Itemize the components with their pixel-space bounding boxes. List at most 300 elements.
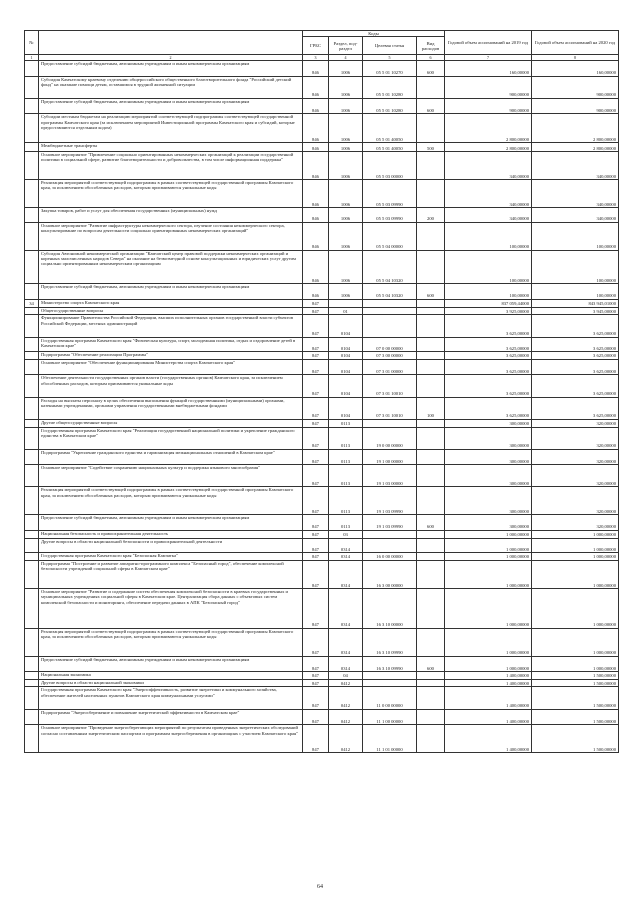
table-row <box>25 76 619 98</box>
row-target-article-cell <box>363 538 417 553</box>
row-amount-2019-cell: 1 000,00000 <box>445 560 532 588</box>
row-amount-2020-cell: 160,00000 <box>532 61 619 76</box>
row-description-cell: Межбюджетные трансферты <box>39 143 303 152</box>
row-number-cell <box>25 465 39 487</box>
budget-table-page <box>24 30 618 753</box>
row-expense-type-cell <box>417 725 445 753</box>
row-description-cell: Субсидия Камчатскому краевому отделению общероссийского общественного благотворительного фонда "Российский детский фонд" на оказание помощи детям, оставшимся в трудной жизненной ситуации <box>39 76 303 98</box>
row-amount-2020-cell: 1 000,00000 <box>532 588 619 628</box>
row-amount-2019-cell: 340,00000 <box>445 180 532 208</box>
table-row <box>25 679 619 687</box>
row-expense-type-cell: 600 <box>417 656 445 671</box>
row-amount-2020-cell: 320,00000 <box>532 449 619 464</box>
row-amount-2020-cell: 1 500,00000 <box>532 709 619 724</box>
index-cell: 4 <box>329 55 363 61</box>
row-description-cell: Министерство спорта Камчатского края <box>39 299 303 307</box>
col-codes-header: Коды <box>303 31 445 37</box>
col-name-header <box>39 31 303 55</box>
row-number-cell <box>25 588 39 628</box>
row-amount-2019-cell: 300,00000 <box>445 487 532 515</box>
row-amount-2019-cell: 300,00000 <box>445 427 532 449</box>
row-number-cell <box>25 515 39 530</box>
row-amount-2019-cell: 1 000,00000 <box>445 538 532 553</box>
row-section-cell: 0104 <box>329 352 363 360</box>
row-amount-2019-cell: 1 000,00000 <box>445 588 532 628</box>
row-grbs-cell: 847 <box>303 397 329 419</box>
row-number-cell: 34 <box>25 299 39 307</box>
row-section-cell: 0314 <box>329 538 363 553</box>
row-amount-2020-cell: 320,00000 <box>532 515 619 530</box>
table-row <box>25 419 619 427</box>
row-description-cell: Государственная программа Камчатского края "Физическая культура, спорт, молодежная политика, отдых и оздоровление детей в Камчатском крае" <box>39 337 303 352</box>
table-row <box>25 487 619 515</box>
index-cell: 8 <box>532 55 619 61</box>
table-row <box>25 98 619 113</box>
row-expense-type-cell <box>417 250 445 284</box>
table-row <box>25 180 619 208</box>
row-description-cell: Предоставление субсидий бюджетным, автономным учреждениям и иным некоммерческим организациям <box>39 98 303 113</box>
table-row <box>25 284 619 299</box>
row-amount-2019-cell: 3 625,00000 <box>445 375 532 397</box>
row-expense-type-cell: 100 <box>417 397 445 419</box>
table-row <box>25 671 619 679</box>
row-number-cell <box>25 709 39 724</box>
row-description-cell: Функционирование Правительства Российской Федерации, высших исполнительных органов государственной власти субъектов Российской Федерации, местных администраций <box>39 315 303 337</box>
table-row <box>25 515 619 530</box>
row-description-cell: Другие вопросы в области национальной экономики <box>39 679 303 687</box>
row-grbs-cell: 847 <box>303 307 329 315</box>
row-section-cell: 0412 <box>329 725 363 753</box>
row-target-article-cell: 05 5 03 09990 <box>363 208 417 223</box>
row-amount-2019-cell: 900,00000 <box>445 98 532 113</box>
row-number-cell <box>25 560 39 588</box>
row-number-cell <box>25 337 39 352</box>
row-section-cell: 04 <box>329 671 363 679</box>
row-expense-type-cell <box>417 449 445 464</box>
table-body <box>25 61 619 753</box>
table-row <box>25 687 619 709</box>
row-expense-type-cell <box>417 359 445 374</box>
row-amount-2020-cell: 1 500,00000 <box>532 687 619 709</box>
row-section-cell: 1006 <box>329 114 363 143</box>
row-section-cell: 0314 <box>329 553 363 561</box>
row-grbs-cell: 847 <box>303 352 329 360</box>
col-rzpr-header: Раздел, под-раздел <box>329 37 363 55</box>
row-section-cell: 1006 <box>329 222 363 250</box>
col-cs-header: Целевая статья <box>363 37 417 55</box>
row-description-cell: Национальная экономика <box>39 671 303 679</box>
row-section-cell: 0314 <box>329 656 363 671</box>
row-target-article-cell: 05 5 04 10320 <box>363 284 417 299</box>
row-amount-2020-cell: 1 000,00000 <box>532 560 619 588</box>
row-expense-type-cell <box>417 687 445 709</box>
row-description-cell: Обеспечение деятельности государственных органов власти (государственных органов) Камчатского края, за исключением обособленных расходов, которым присваиваются уникальные коды <box>39 375 303 397</box>
row-grbs-cell: 847 <box>303 515 329 530</box>
row-amount-2019-cell: 1 400,00000 <box>445 709 532 724</box>
row-amount-2019-cell: 1 400,00000 <box>445 671 532 679</box>
index-cell: 2 <box>39 55 303 61</box>
row-expense-type-cell <box>417 375 445 397</box>
row-section-cell: 0104 <box>329 359 363 374</box>
row-description-cell: Основное мероприятие "Проведение энергосберегающих мероприятий по результатам проведенных энергетических обследований согласно составленным энергетическим паспортам и программам энергосбережения в организациях с участием Камчатского края" <box>39 725 303 753</box>
row-amount-2019-cell: 1 400,00000 <box>445 679 532 687</box>
row-description-cell: Субсидия Автономной некоммерческой организации "Камчатский центр правовой поддержки некоммерческих организаций и коренных малочисленных народов Севера" на оказание на безвозмездной основе консультационных и юридических услуг другим социально ориентированным некоммерческим организациям <box>39 250 303 284</box>
row-amount-2020-cell: 3 625,00000 <box>532 352 619 360</box>
row-number-cell <box>25 359 39 374</box>
row-amount-2020-cell: 3 625,00000 <box>532 315 619 337</box>
row-description-cell: Основное мероприятие "Привлечение социально ориентированных некоммерческих организаций к реализации государственной политики в социальной сфере, развитие благотворительности и добровольчества, в том числе информационная поддержка" <box>39 152 303 180</box>
row-amount-2019-cell: 340,00000 <box>445 208 532 223</box>
row-amount-2020-cell: 1 000,00000 <box>532 656 619 671</box>
row-amount-2020-cell: 320,00000 <box>532 427 619 449</box>
table-row <box>25 656 619 671</box>
row-target-article-cell: 07 0 00 00000 <box>363 337 417 352</box>
row-expense-type-cell <box>417 76 445 98</box>
row-amount-2019-cell: 900,00000 <box>445 76 532 98</box>
row-expense-type-cell <box>417 671 445 679</box>
row-number-cell <box>25 180 39 208</box>
table-row <box>25 337 619 352</box>
row-grbs-cell: 847 <box>303 679 329 687</box>
table-row <box>25 315 619 337</box>
row-expense-type-cell <box>417 299 445 307</box>
row-description-cell: Реализация мероприятий соответствующей подпрограммы в рамках соответствующей государственной программы Камчатского края, за исключением обособленных расходов, которым присваиваются уникальные коды <box>39 180 303 208</box>
row-target-article-cell: 05 5 01 40050 <box>363 114 417 143</box>
row-grbs-cell: 847 <box>303 427 329 449</box>
row-number-cell <box>25 98 39 113</box>
row-amount-2019-cell: 100,00000 <box>445 250 532 284</box>
row-grbs-cell: 846 <box>303 76 329 98</box>
row-section-cell: 0412 <box>329 679 363 687</box>
index-cell: 5 <box>363 55 417 61</box>
table-row <box>25 427 619 449</box>
row-description-cell: Основное мероприятие "Развитие инфраструктуры некоммерческого сектора, изучение состояния некоммерческого сектора, консультирование по вопросам деятельности социально ориентированных некоммерческих организаций" <box>39 222 303 250</box>
row-number-cell <box>25 553 39 561</box>
row-description-cell: Основное мероприятие "Обеспечение функционирования Министерства спорта Камчатского края" <box>39 359 303 374</box>
row-section-cell: 1006 <box>329 61 363 76</box>
row-grbs-cell: 847 <box>303 687 329 709</box>
row-target-article-cell: 19 1 00 00000 <box>363 449 417 464</box>
row-amount-2019-cell: 300,00000 <box>445 515 532 530</box>
row-target-article-cell: 07 3 00 00000 <box>363 352 417 360</box>
row-number-cell <box>25 114 39 143</box>
row-target-article-cell: 16 3 00 00000 <box>363 560 417 588</box>
row-number-cell <box>25 679 39 687</box>
table-row <box>25 61 619 76</box>
row-grbs-cell: 847 <box>303 315 329 337</box>
row-section-cell: 1006 <box>329 208 363 223</box>
table-row <box>25 560 619 588</box>
row-grbs-cell: 846 <box>303 152 329 180</box>
row-expense-type-cell <box>417 553 445 561</box>
row-amount-2019-cell: 3 925,00000 <box>445 307 532 315</box>
row-amount-2019-cell: 300,00000 <box>445 465 532 487</box>
table-row <box>25 588 619 628</box>
row-expense-type-cell: 600 <box>417 61 445 76</box>
row-grbs-cell: 847 <box>303 359 329 374</box>
row-grbs-cell: 847 <box>303 337 329 352</box>
row-target-article-cell: 16 3 10 09990 <box>363 628 417 656</box>
row-amount-2019-cell: 3 625,00000 <box>445 315 532 337</box>
row-section-cell: 1006 <box>329 284 363 299</box>
col-2020-header: Годовой объем ассигнований на 2020 год <box>532 31 619 55</box>
row-amount-2019-cell: 1 000,00000 <box>445 656 532 671</box>
table-row <box>25 299 619 307</box>
row-target-article-cell: 11 1 01 00000 <box>363 725 417 753</box>
row-grbs-cell: 847 <box>303 628 329 656</box>
row-target-article-cell <box>363 419 417 427</box>
row-amount-2020-cell: 1 000,00000 <box>532 553 619 561</box>
row-section-cell: 0104 <box>329 397 363 419</box>
row-expense-type-cell: 200 <box>417 208 445 223</box>
row-grbs-cell: 847 <box>303 671 329 679</box>
index-cell: 1 <box>25 55 39 61</box>
row-number-cell <box>25 250 39 284</box>
row-amount-2019-cell: 3 625,00000 <box>445 359 532 374</box>
row-number-cell <box>25 487 39 515</box>
row-amount-2019-cell: 3 625,00000 <box>445 337 532 352</box>
row-number-cell <box>25 315 39 337</box>
row-amount-2019-cell: 2 800,00000 <box>445 143 532 152</box>
row-amount-2020-cell: 3 625,00000 <box>532 359 619 374</box>
row-expense-type-cell <box>417 530 445 538</box>
row-description-cell: Общегосударственные вопросы <box>39 307 303 315</box>
row-number-cell <box>25 671 39 679</box>
row-grbs-cell: 846 <box>303 114 329 143</box>
row-expense-type-cell: 600 <box>417 284 445 299</box>
row-expense-type-cell <box>417 152 445 180</box>
row-amount-2020-cell: 1 500,00000 <box>532 725 619 753</box>
row-section-cell: 0104 <box>329 337 363 352</box>
col-vr-header: Вид расходов <box>417 37 445 55</box>
table-row <box>25 250 619 284</box>
row-grbs-cell: 847 <box>303 465 329 487</box>
row-target-article-cell: 05 5 01 10280 <box>363 98 417 113</box>
row-amount-2019-cell: 1 000,00000 <box>445 628 532 656</box>
row-grbs-cell: 847 <box>303 709 329 724</box>
row-grbs-cell: 847 <box>303 553 329 561</box>
row-description-cell: Государственная программа Камчатского края "Безопасная Камчатка" <box>39 553 303 561</box>
row-amount-2019-cell: 1 000,00000 <box>445 553 532 561</box>
row-amount-2020-cell: 100,00000 <box>532 250 619 284</box>
row-description-cell: Предоставление субсидий бюджетным, автономным учреждениям и иным некоммерческим организациям <box>39 515 303 530</box>
row-target-article-cell: 05 5 01 10280 <box>363 76 417 98</box>
row-section-cell: 0113 <box>329 427 363 449</box>
row-expense-type-cell <box>417 180 445 208</box>
table-row <box>25 143 619 152</box>
row-target-article-cell: 11 1 00 00000 <box>363 709 417 724</box>
row-expense-type-cell <box>417 465 445 487</box>
row-number-cell <box>25 449 39 464</box>
row-number-cell <box>25 143 39 152</box>
row-number-cell <box>25 61 39 76</box>
row-amount-2020-cell: 900,00000 <box>532 76 619 98</box>
row-target-article-cell: 19 1 03 09990 <box>363 515 417 530</box>
row-grbs-cell: 846 <box>303 98 329 113</box>
row-grbs-cell: 847 <box>303 588 329 628</box>
row-expense-type-cell <box>417 337 445 352</box>
row-amount-2020-cell: 1 000,00000 <box>532 628 619 656</box>
budget-table <box>24 30 619 753</box>
row-target-article-cell: 19 1 03 09990 <box>363 487 417 515</box>
row-number-cell <box>25 530 39 538</box>
table-row <box>25 114 619 143</box>
table-row <box>25 397 619 419</box>
row-amount-2020-cell: 320,00000 <box>532 419 619 427</box>
row-grbs-cell: 846 <box>303 250 329 284</box>
row-grbs-cell: 846 <box>303 222 329 250</box>
row-expense-type-cell <box>417 307 445 315</box>
row-section-cell: 0412 <box>329 709 363 724</box>
row-grbs-cell: 847 <box>303 299 329 307</box>
row-amount-2019-cell: 1 400,00000 <box>445 725 532 753</box>
row-section-cell: 1006 <box>329 143 363 152</box>
table-row <box>25 725 619 753</box>
row-target-article-cell: 19 0 00 00000 <box>363 427 417 449</box>
row-description-cell: Национальная безопасность и правоохранительная деятельность <box>39 530 303 538</box>
row-grbs-cell: 847 <box>303 449 329 464</box>
row-target-article-cell: 05 5 01 10270 <box>363 61 417 76</box>
table-row <box>25 352 619 360</box>
row-target-article-cell <box>363 671 417 679</box>
row-grbs-cell: 847 <box>303 530 329 538</box>
row-amount-2019-cell: 300,00000 <box>445 419 532 427</box>
row-amount-2020-cell: 1 500,00000 <box>532 679 619 687</box>
row-number-cell <box>25 222 39 250</box>
col-grbs-header: ГРБС <box>303 37 329 55</box>
row-target-article-cell <box>363 315 417 337</box>
row-description-cell: Реализация мероприятий соответствующей подпрограммы в рамках соответствующей государственной программы Камчатского края, за исключением обособленных расходов, которым присваиваются уникальные коды <box>39 487 303 515</box>
row-amount-2020-cell: 320,00000 <box>532 487 619 515</box>
row-description-cell: Основное мероприятие "Развитие и содержание систем обеспечения комплексной безопасности в краевых государственных и муниципальных учреждениях социальной сферы в Камчатском крае. Централизация сбора данных с объектовых систем комплексной безопасности и мониторинга, обеспечение передачи данных в АПК "Безопасный город" <box>39 588 303 628</box>
table-row <box>25 359 619 374</box>
row-amount-2020-cell: 1 500,00000 <box>532 671 619 679</box>
row-amount-2020-cell: 100,00000 <box>532 284 619 299</box>
table-row <box>25 709 619 724</box>
row-target-article-cell <box>363 679 417 687</box>
row-amount-2019-cell: 160,00000 <box>445 61 532 76</box>
row-section-cell: 0113 <box>329 419 363 427</box>
row-description-cell: Предоставление субсидий бюджетным, автономным учреждениям и иным некоммерческим организациям <box>39 284 303 299</box>
row-expense-type-cell <box>417 352 445 360</box>
row-amount-2019-cell: 100,00000 <box>445 222 532 250</box>
row-section-cell: 0113 <box>329 487 363 515</box>
row-expense-type-cell <box>417 679 445 687</box>
row-target-article-cell: 16 0 00 00000 <box>363 553 417 561</box>
row-section-cell <box>329 299 363 307</box>
row-amount-2019-cell: 2 800,00000 <box>445 114 532 143</box>
row-description-cell: Другие вопросы в области национальной безопасности и правоохранительной деятельности <box>39 538 303 553</box>
row-target-article-cell: 16 3 10 00000 <box>363 588 417 628</box>
col-no-header: № <box>25 31 39 55</box>
row-description-cell: Государственная программа Камчатского края "Энергоэффективность, развитие энергетики и коммунального хозяйства, обеспечение жителей населенных пунктов Камчатского края коммунальными услугами" <box>39 687 303 709</box>
row-amount-2020-cell: 843 945,01000 <box>532 299 619 307</box>
row-target-article-cell: 05 5 04 00000 <box>363 222 417 250</box>
row-amount-2020-cell: 3 625,00000 <box>532 375 619 397</box>
row-grbs-cell: 847 <box>303 725 329 753</box>
row-section-cell: 0314 <box>329 560 363 588</box>
row-section-cell: 0104 <box>329 315 363 337</box>
row-grbs-cell: 846 <box>303 143 329 152</box>
row-number-cell <box>25 427 39 449</box>
row-section-cell: 0412 <box>329 687 363 709</box>
row-number-cell <box>25 538 39 553</box>
row-number-cell <box>25 419 39 427</box>
row-amount-2020-cell: 1 000,00000 <box>532 530 619 538</box>
row-expense-type-cell: 500 <box>417 143 445 152</box>
row-expense-type-cell <box>417 628 445 656</box>
row-amount-2019-cell: 100,00000 <box>445 284 532 299</box>
row-target-article-cell: 05 5 03 00000 <box>363 152 417 180</box>
row-grbs-cell: 847 <box>303 487 329 515</box>
row-target-article-cell: 11 0 00 00000 <box>363 687 417 709</box>
row-grbs-cell: 846 <box>303 61 329 76</box>
row-description-cell: Другие общегосударственные вопросы <box>39 419 303 427</box>
row-target-article-cell: 16 3 10 09990 <box>363 656 417 671</box>
row-section-cell: 0113 <box>329 515 363 530</box>
row-amount-2020-cell: 2 800,00000 <box>532 114 619 143</box>
row-target-article-cell <box>363 307 417 315</box>
row-description-cell: Государственная программа Камчатского края "Реализация государственной национальной политики и укрепление гражданского единства в Камчатском крае" <box>39 427 303 449</box>
row-expense-type-cell: 600 <box>417 98 445 113</box>
row-number-cell <box>25 152 39 180</box>
row-amount-2019-cell: 3 625,00000 <box>445 352 532 360</box>
row-target-article-cell: 05 5 04 10320 <box>363 250 417 284</box>
row-expense-type-cell <box>417 588 445 628</box>
row-description-cell: Подпрограмма "Энергосбережение и повышение энергетической эффективности в Камчатском крае" <box>39 709 303 724</box>
table-row <box>25 208 619 223</box>
row-description-cell: Расходы на выплаты персоналу в целях обеспечения выполнения функций государственными (муниципальными) органами, казенными учреждениями, органами управления государственными внебюджетными фондами <box>39 397 303 419</box>
table-row <box>25 538 619 553</box>
row-description-cell: Подпрограмма "Укрепление гражданского единства и гармонизация межнациональных отношений в Камчатском крае" <box>39 449 303 464</box>
table-row <box>25 465 619 487</box>
row-section-cell: 1006 <box>329 98 363 113</box>
row-grbs-cell: 846 <box>303 208 329 223</box>
row-amount-2020-cell: 900,00000 <box>532 98 619 113</box>
row-expense-type-cell <box>417 114 445 143</box>
row-expense-type-cell <box>417 538 445 553</box>
row-number-cell <box>25 307 39 315</box>
row-expense-type-cell: 600 <box>417 515 445 530</box>
row-target-article-cell <box>363 299 417 307</box>
row-amount-2019-cell: 1 000,00000 <box>445 530 532 538</box>
row-section-cell: 1006 <box>329 76 363 98</box>
row-amount-2020-cell: 1 000,00000 <box>532 538 619 553</box>
row-amount-2019-cell: 3 625,00000 <box>445 397 532 419</box>
row-grbs-cell: 846 <box>303 180 329 208</box>
table-row <box>25 553 619 561</box>
row-number-cell <box>25 628 39 656</box>
row-expense-type-cell <box>417 427 445 449</box>
row-number-cell <box>25 725 39 753</box>
row-target-article-cell: 19 1 03 00000 <box>363 465 417 487</box>
row-grbs-cell: 846 <box>303 284 329 299</box>
row-grbs-cell: 847 <box>303 656 329 671</box>
row-section-cell: 0104 <box>329 375 363 397</box>
col-2019-header: Годовой объем ассигнований на 2019 год <box>445 31 532 55</box>
row-grbs-cell: 847 <box>303 375 329 397</box>
table-row <box>25 449 619 464</box>
row-number-cell <box>25 352 39 360</box>
row-amount-2019-cell: 300,00000 <box>445 449 532 464</box>
row-grbs-cell: 847 <box>303 560 329 588</box>
row-section-cell: 1006 <box>329 180 363 208</box>
row-amount-2020-cell: 3 945,00000 <box>532 307 619 315</box>
row-grbs-cell: 847 <box>303 538 329 553</box>
row-description-cell: Субсидии местным бюджетам на реализацию мероприятий соответствующей подпрограммы соответствующей государственной программы Камчатского края (за исключением мероприятий Инвестиционной программы Камчатского края и субсидий, которые предоставляются отдельным кодом) <box>39 114 303 143</box>
row-number-cell <box>25 375 39 397</box>
index-cell: 3 <box>303 55 329 61</box>
